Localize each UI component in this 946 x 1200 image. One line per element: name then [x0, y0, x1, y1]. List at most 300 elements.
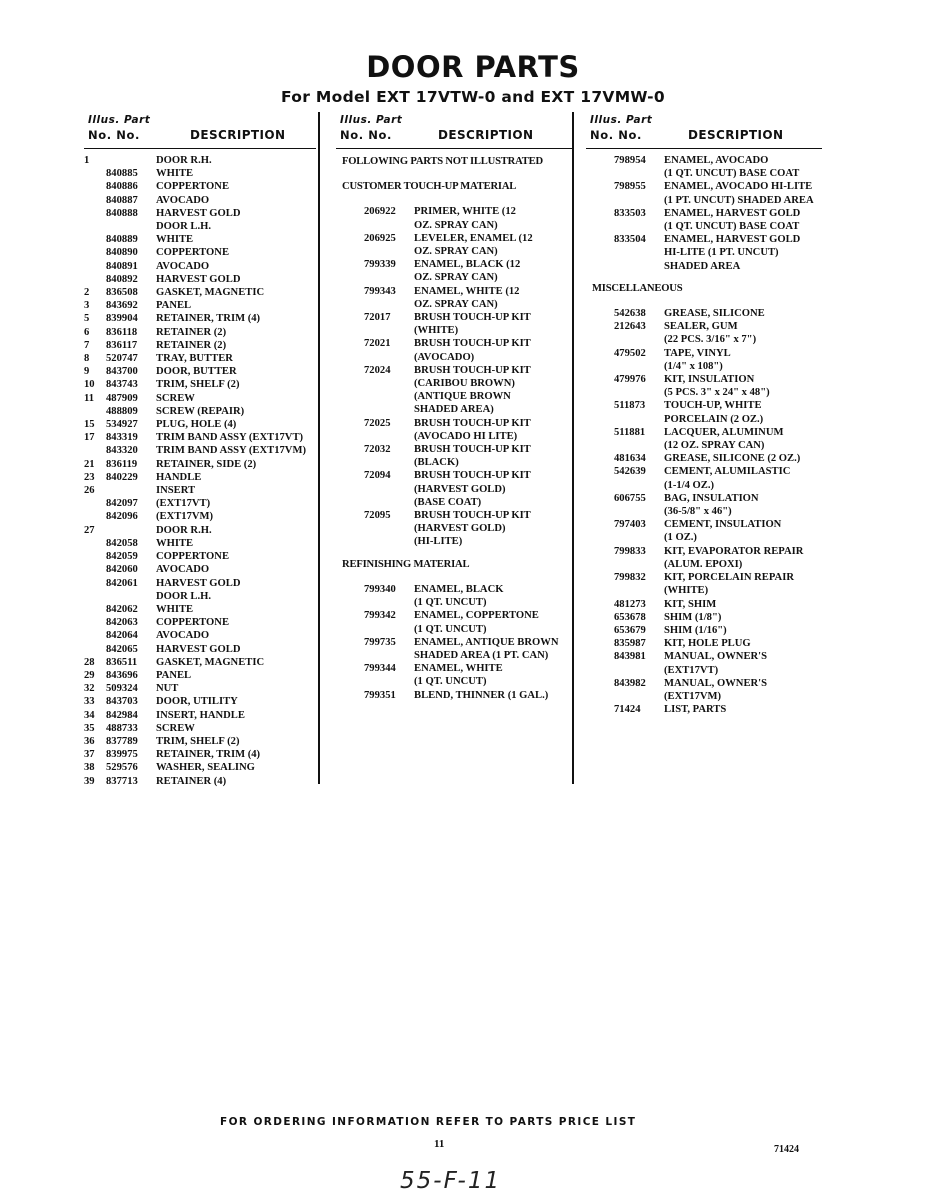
column-header — [336, 114, 572, 149]
illus-number: 21 — [84, 458, 95, 470]
part-number: 840887 — [106, 194, 138, 206]
parts-row — [586, 637, 822, 650]
parts-row — [84, 510, 316, 523]
part-number: 606755 — [614, 492, 646, 504]
part-number: 842064 — [106, 630, 138, 642]
part-description: SHIM (1/16") — [664, 624, 727, 636]
header-illus-part-label: Illus. Part — [340, 114, 403, 126]
part-description: NUT — [156, 683, 179, 695]
part-description: COPPERTONE — [156, 617, 230, 629]
part-number — [358, 390, 414, 403]
part-description: RETAINER (2) — [156, 339, 227, 351]
part-number — [358, 324, 414, 337]
parts-row — [586, 492, 822, 505]
illus-number — [586, 571, 608, 584]
illus-number — [84, 497, 106, 510]
parts-row — [336, 258, 572, 271]
part-description: LEVELER, ENAMEL (12 — [414, 232, 533, 244]
part-description: TOUCH-UP, WHITE — [664, 400, 762, 412]
part-description: INSERT, HANDLE — [156, 709, 245, 721]
part-description: DOOR R.H. — [156, 155, 212, 166]
part-description: DOOR R.H. — [156, 524, 212, 536]
illus-number — [84, 577, 106, 590]
parts-row — [336, 417, 572, 430]
part-number: 842058 — [106, 537, 138, 549]
part-description: (CARIBOU BROWN) — [414, 378, 515, 390]
part-number — [608, 220, 664, 233]
illus-number — [586, 624, 608, 637]
parts-row — [336, 623, 572, 636]
illus-number — [586, 260, 608, 273]
part-number: 481634 — [614, 453, 646, 465]
parts-row — [586, 465, 822, 478]
parts-row — [84, 629, 316, 642]
parts-row — [586, 333, 822, 346]
illus-number — [586, 220, 608, 233]
part-description: (EXT17VM) — [156, 511, 214, 523]
parts-row — [586, 347, 822, 360]
illus-number — [336, 232, 358, 245]
part-description: WHITE — [156, 537, 194, 549]
part-number — [608, 690, 664, 703]
part-description: COPPERTONE — [156, 551, 230, 563]
parts-row — [336, 636, 572, 649]
parts-row — [586, 399, 822, 412]
illus-number — [586, 360, 608, 373]
part-description: GASKET, MAGNETIC — [156, 287, 265, 299]
illus-number — [336, 219, 358, 232]
part-description: CEMENT, INSULATION — [664, 519, 782, 531]
illus-number — [336, 456, 358, 469]
illus-number — [586, 439, 608, 452]
page-title: DOOR PARTS — [366, 50, 580, 84]
part-number: 511881 — [614, 426, 646, 438]
part-number — [608, 386, 664, 399]
header-no-label: No. No. — [88, 128, 140, 142]
part-number: 72017 — [364, 312, 391, 324]
illus-number — [336, 377, 358, 390]
illus-number — [336, 623, 358, 636]
part-number — [358, 649, 414, 662]
section-heading: CUSTOMER TOUCH-UP MATERIAL — [342, 181, 517, 193]
part-number — [106, 220, 156, 233]
part-number — [358, 351, 414, 364]
illus-number — [336, 351, 358, 364]
parts-row — [336, 522, 572, 535]
illus-number — [586, 531, 608, 544]
illus-number — [336, 258, 358, 271]
parts-row — [84, 378, 316, 391]
illus-number — [336, 417, 358, 430]
illus-number — [84, 194, 106, 207]
part-description: DOOR, UTILITY — [156, 696, 238, 708]
part-description: (HARVEST GOLD) — [414, 523, 506, 535]
part-number: 488733 — [106, 722, 138, 734]
illus-number: 3 — [84, 300, 90, 312]
illus-number: 27 — [84, 524, 95, 536]
illus-number — [586, 492, 608, 505]
illus-number — [84, 590, 106, 603]
parts-row — [84, 458, 316, 471]
part-number: 836119 — [106, 458, 138, 470]
part-description: BRUSH TOUCH-UP KIT — [414, 338, 531, 350]
part-description: ENAMEL, WHITE (12 — [414, 285, 520, 297]
part-number: 542639 — [614, 466, 646, 478]
illus-number: 26 — [84, 485, 95, 497]
illus-number — [84, 180, 106, 193]
part-description: SHADED AREA (1 PT. CAN) — [414, 649, 549, 661]
illus-number — [586, 637, 608, 650]
part-description: KIT, HOLE PLUG — [664, 638, 751, 650]
part-number — [608, 413, 664, 426]
parts-row — [586, 598, 822, 611]
part-number: 840885 — [106, 168, 138, 180]
part-description: TRIM, SHELF (2) — [156, 379, 240, 391]
illus-number: 39 — [84, 775, 95, 787]
part-number — [358, 675, 414, 688]
part-description: BRUSH TOUCH-UP KIT — [414, 470, 531, 482]
part-number: 836117 — [106, 339, 138, 351]
part-number: 206922 — [364, 206, 396, 218]
part-number: 843700 — [106, 366, 138, 378]
parts-list — [586, 154, 822, 716]
parts-row — [586, 558, 822, 571]
parts-row — [586, 246, 822, 259]
illus-number — [336, 483, 358, 496]
illus-number — [84, 563, 106, 576]
parts-row — [84, 286, 316, 299]
illus-number — [586, 347, 608, 360]
parts-row — [84, 194, 316, 207]
illus-number — [586, 479, 608, 492]
part-number: 488809 — [106, 405, 138, 417]
part-description: (BLACK) — [414, 457, 459, 469]
part-number: 839904 — [106, 313, 138, 325]
part-number: 799833 — [614, 545, 646, 557]
part-number: 840888 — [106, 207, 138, 219]
part-number: 843981 — [614, 651, 646, 663]
illus-number — [336, 675, 358, 688]
part-number — [358, 596, 414, 609]
part-description: SEALER, GUM — [664, 321, 738, 333]
parts-row — [84, 312, 316, 325]
parts-row — [586, 154, 822, 167]
parts-row — [84, 180, 316, 193]
part-number: 836508 — [106, 287, 138, 299]
illus-number — [336, 609, 358, 622]
part-number — [608, 479, 664, 492]
part-number: 843696 — [106, 669, 138, 681]
parts-row — [336, 298, 572, 311]
illus-number — [336, 443, 358, 456]
page-number: 11 — [434, 1138, 445, 1150]
illus-number — [84, 629, 106, 642]
parts-list — [84, 154, 316, 788]
illus-number — [336, 205, 358, 218]
part-description: RETAINER, SIDE (2) — [156, 458, 257, 470]
part-description: ENAMEL, HARVEST GOLD — [664, 234, 801, 246]
parts-row — [84, 761, 316, 774]
part-number: 840229 — [106, 471, 138, 483]
parts-row — [586, 426, 822, 439]
part-description: OZ. SPRAY CAN) — [414, 219, 498, 231]
illus-number — [336, 403, 358, 416]
part-description: BAG, INSULATION — [664, 492, 759, 504]
illus-number — [84, 444, 106, 457]
part-number: 799344 — [364, 663, 396, 675]
parts-row — [336, 364, 572, 377]
parts-row — [84, 577, 316, 590]
part-number — [608, 584, 664, 597]
part-description: PORCELAIN (2 OZ.) — [664, 413, 764, 425]
part-description: ENAMEL, ANTIQUE BROWN — [414, 636, 559, 648]
parts-row — [586, 220, 822, 233]
part-number — [358, 403, 414, 416]
parts-row — [336, 483, 572, 496]
part-number: 837713 — [106, 775, 138, 787]
part-number: 833504 — [614, 234, 646, 246]
part-description: AVOCADO — [156, 194, 210, 206]
illus-number — [84, 273, 106, 286]
illus-number — [586, 690, 608, 703]
part-number — [608, 531, 664, 544]
parts-row — [84, 299, 316, 312]
illus-number: 29 — [84, 669, 95, 681]
parts-row — [586, 584, 822, 597]
illus-number — [336, 364, 358, 377]
part-description: PRIMER, WHITE (12 — [414, 206, 516, 218]
part-number: 842984 — [106, 709, 138, 721]
part-number: 653678 — [614, 611, 646, 623]
illus-number — [336, 245, 358, 258]
parts-row — [586, 207, 822, 220]
part-number: 842096 — [106, 511, 138, 523]
part-number — [358, 430, 414, 443]
part-description: (1 QT. UNCUT) — [414, 623, 487, 635]
section-heading: REFINISHING MATERIAL — [342, 558, 470, 570]
part-number — [608, 260, 664, 273]
illus-number — [84, 603, 106, 616]
parts-row — [336, 311, 572, 324]
illus-number — [336, 636, 358, 649]
illus-number — [336, 390, 358, 403]
part-description: INSERT — [156, 485, 196, 497]
illus-number: 5 — [84, 313, 90, 325]
part-number — [358, 219, 414, 232]
part-number: 487909 — [106, 392, 138, 404]
parts-row — [586, 479, 822, 492]
part-number: 653679 — [614, 624, 646, 636]
part-number: 843320 — [106, 445, 138, 457]
part-number: 529576 — [106, 762, 138, 774]
part-description: (WHITE) — [414, 325, 459, 337]
part-number: 72021 — [364, 338, 391, 350]
part-description: (EXT17VM) — [664, 690, 722, 702]
part-number: 799343 — [364, 285, 396, 297]
parts-row — [586, 320, 822, 333]
illus-number — [586, 307, 608, 320]
part-description: HARVEST GOLD — [156, 273, 241, 285]
parts-row — [84, 365, 316, 378]
illus-number — [336, 285, 358, 298]
part-description: COPPERTONE — [156, 181, 230, 193]
part-number — [608, 505, 664, 518]
column-divider — [572, 112, 574, 784]
parts-row — [84, 616, 316, 629]
part-number: 840891 — [106, 260, 138, 272]
parts-row — [84, 669, 316, 682]
parts-row — [84, 431, 316, 444]
illus-number — [84, 167, 106, 180]
parts-row — [84, 352, 316, 365]
part-description: (EXT17VT) — [664, 664, 719, 676]
illus-number — [586, 545, 608, 558]
part-number: 836511 — [106, 656, 138, 668]
part-number: 843692 — [106, 300, 138, 312]
illus-number — [586, 611, 608, 624]
illus-number — [586, 598, 608, 611]
part-description: TRIM BAND ASSY (EXT17VM) — [156, 445, 306, 457]
part-description: PANEL — [156, 300, 192, 312]
parts-row — [336, 205, 572, 218]
part-description: AVOCADO — [156, 564, 210, 576]
illus-number — [586, 426, 608, 439]
illus-number — [84, 616, 106, 629]
parts-row — [84, 709, 316, 722]
illus-number — [84, 260, 106, 273]
parts-row — [336, 596, 572, 609]
part-description: RETAINER, TRIM (4) — [156, 313, 261, 325]
part-number: 843703 — [106, 696, 138, 708]
parts-row — [84, 405, 316, 418]
part-description: ENAMEL, COPPERTONE — [414, 610, 539, 622]
illus-number: 6 — [84, 326, 90, 338]
part-description: AVOCADO — [156, 260, 210, 272]
part-number: 212643 — [614, 321, 646, 333]
part-number — [608, 664, 664, 677]
parts-row — [336, 609, 572, 622]
part-description: SCREW (REPAIR) — [156, 405, 245, 417]
part-number — [106, 154, 156, 167]
illus-number — [586, 167, 608, 180]
part-number — [358, 377, 414, 390]
part-number: 799735 — [364, 636, 396, 648]
part-number: 843982 — [614, 677, 646, 689]
part-number — [608, 439, 664, 452]
parts-row — [336, 219, 572, 232]
parts-row — [336, 662, 572, 675]
parts-row — [586, 180, 822, 193]
illus-number — [336, 649, 358, 662]
part-number — [106, 484, 156, 497]
part-number: 72032 — [364, 444, 391, 456]
part-description: PANEL — [156, 669, 192, 681]
parts-row — [586, 360, 822, 373]
illus-number: 37 — [84, 749, 95, 761]
illus-number — [586, 154, 608, 167]
parts-row — [84, 444, 316, 457]
parts-row — [336, 583, 572, 596]
part-description: BRUSH TOUCH-UP KIT — [414, 417, 531, 429]
illus-number: 2 — [84, 287, 90, 299]
part-description: HANDLE — [156, 471, 202, 483]
parts-row — [586, 611, 822, 624]
illus-number — [84, 537, 106, 550]
illus-number — [586, 465, 608, 478]
header-no-label: No. No. — [340, 128, 392, 142]
part-description: DOOR L.H. — [156, 590, 212, 602]
header-illus-part-label: Illus. Part — [590, 114, 653, 126]
part-description: (1 QT. UNCUT) — [414, 597, 487, 609]
parts-row — [586, 677, 822, 690]
part-description: RETAINER (4) — [156, 775, 227, 787]
part-number: 71424 — [614, 704, 641, 716]
column-divider — [318, 112, 320, 784]
part-description: (1 QT. UNCUT) — [414, 676, 487, 688]
part-description: DOOR L.H. — [156, 221, 212, 233]
part-number: 799342 — [364, 610, 396, 622]
parts-row — [84, 233, 316, 246]
part-description: (HI-LITE) — [414, 536, 463, 548]
part-description: MANUAL, OWNER'S — [664, 677, 767, 689]
parts-row — [336, 390, 572, 403]
part-description: WASHER, SEALING — [156, 762, 255, 774]
parts-row — [586, 518, 822, 531]
part-description: GREASE, SILICONE — [664, 308, 765, 320]
parts-row — [84, 775, 316, 788]
illus-number — [586, 233, 608, 246]
part-number: 836118 — [106, 326, 138, 338]
parts-row — [586, 260, 822, 273]
illus-number — [336, 596, 358, 609]
parts-row — [84, 207, 316, 220]
part-number: 799351 — [364, 689, 396, 701]
parts-row — [586, 664, 822, 677]
part-number: 842065 — [106, 643, 138, 655]
part-number: 843743 — [106, 379, 138, 391]
parts-column-3 — [586, 114, 822, 716]
illus-number — [586, 703, 608, 716]
parts-row — [586, 439, 822, 452]
part-description: CEMENT, ALUMILASTIC — [664, 466, 791, 478]
part-number — [358, 522, 414, 535]
illus-number — [336, 662, 358, 675]
illus-number: 8 — [84, 353, 90, 365]
illus-number: 15 — [84, 419, 95, 431]
parts-row — [84, 643, 316, 656]
part-number: 799340 — [364, 583, 396, 595]
parts-column-2 — [336, 114, 572, 702]
part-description: LIST, PARTS — [664, 704, 727, 716]
part-number: 840890 — [106, 247, 138, 259]
parts-row — [84, 392, 316, 405]
parts-row — [336, 675, 572, 688]
parts-row — [336, 535, 572, 548]
parts-row — [84, 550, 316, 563]
part-description: RETAINER, TRIM (4) — [156, 749, 261, 761]
part-description: (EXT17VT) — [156, 498, 211, 510]
part-description: WHITE — [156, 234, 194, 246]
parts-row — [84, 497, 316, 510]
illus-number — [336, 324, 358, 337]
parts-row — [84, 154, 316, 167]
part-description: MANUAL, OWNER'S — [664, 651, 767, 663]
illus-number — [336, 298, 358, 311]
parts-row — [336, 337, 572, 350]
parts-row — [586, 690, 822, 703]
part-number: 798954 — [614, 155, 646, 166]
part-description: BRUSH TOUCH-UP KIT — [414, 364, 531, 376]
